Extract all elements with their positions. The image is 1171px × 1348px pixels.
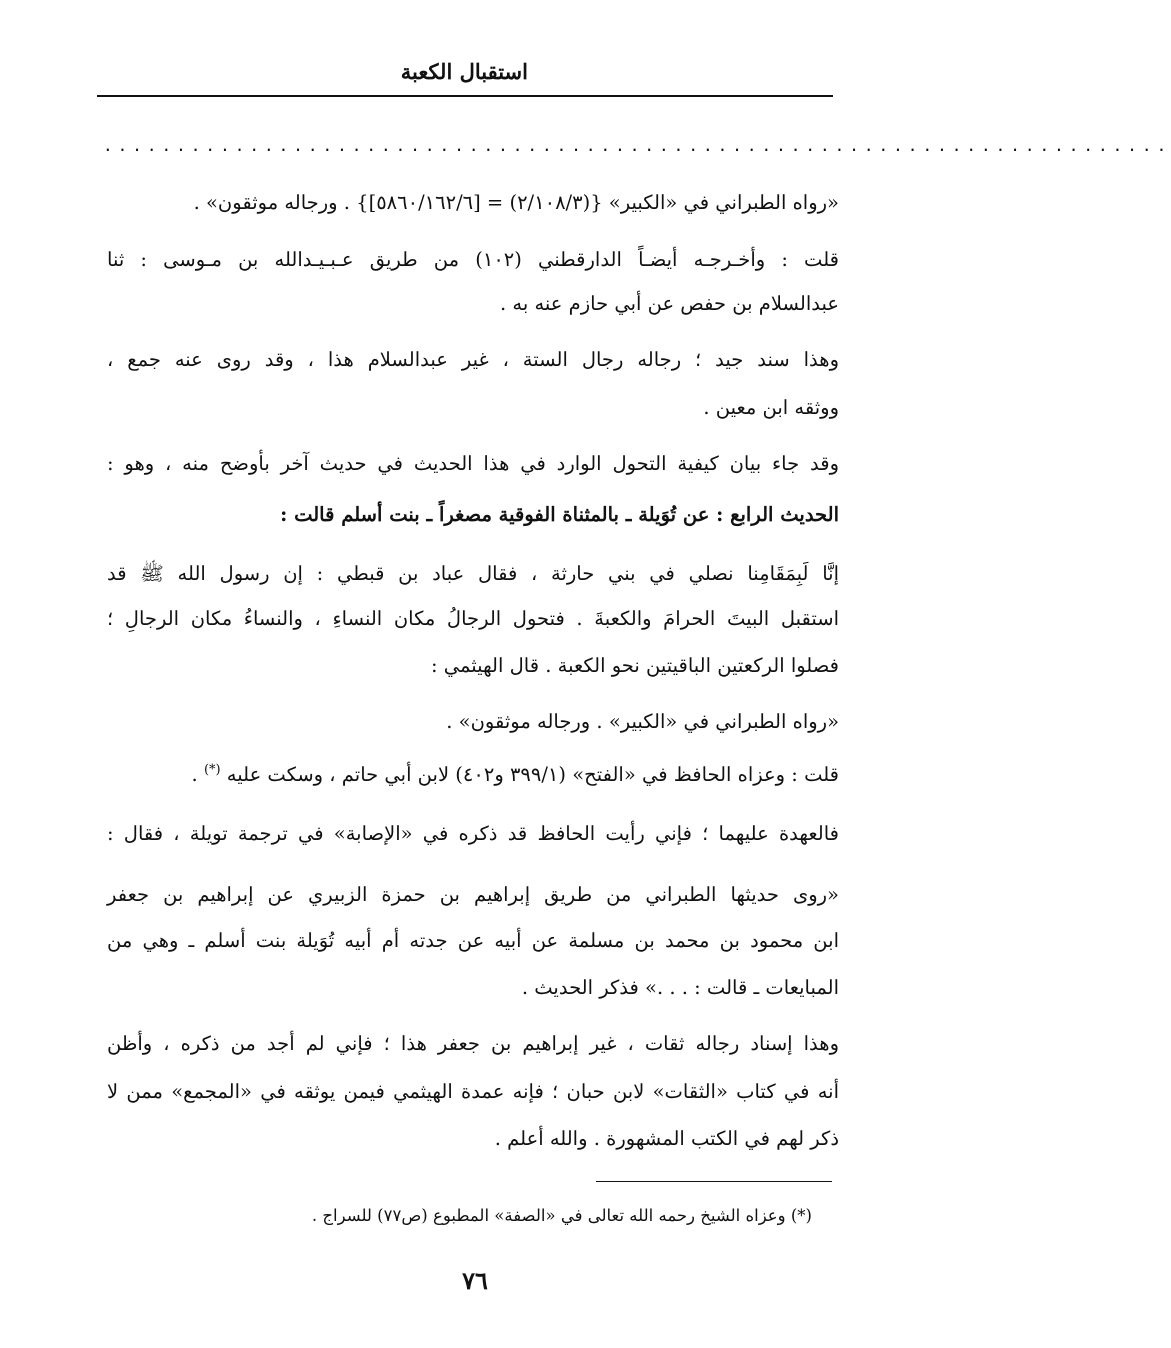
text-line-12: قلت : وعزاه الحافظ في «الفتح» (٣٩٩/١ و٤٠٢) لابن أبي حاتم ، وسكت عليه (*) . xyxy=(191,762,839,786)
hadith-heading: الحديث الرابع : عن تُوَيلة ـ بالمثناة الفوقية مصغراً ـ بنت أسلم قالت : xyxy=(280,503,839,526)
dotted-separator: ......................................................................... xyxy=(103,136,1171,155)
text-line-5: ووثقه ابن معين . xyxy=(703,396,839,419)
text-line-18: أنه في كتاب «الثقات» لابن حبان ؛ فإنه عمدة الهيثمي فيمن يوثقه في «المجمع» ممن لا xyxy=(107,1080,839,1103)
text-line-3: عبدالسلام بن حفص عن أبي حازم عنه به . xyxy=(499,292,839,315)
footnote-marker: (*) xyxy=(203,762,221,778)
text-line-19: ذكر لهم في الكتب المشهورة . والله أعلم . xyxy=(494,1127,839,1150)
text-line-14: «روى حديثها الطبراني من طريق إبراهيم بن حمزة الزبيري عن إبراهيم بن جعفر xyxy=(107,883,839,906)
page-number: ٧٦ xyxy=(462,1266,488,1295)
running-header xyxy=(97,50,833,97)
text-line-8: إنَّا لَبِمَقَامِنا نصلي في بني حارثة ، فقال عباد بن قبطي : إن رسول الله ﷺ قد xyxy=(107,562,839,585)
footnote-text: (*) وعزاه الشيخ رحمه الله تعالى في «الصفة» المطبوع (ص٧٧) للسراج . xyxy=(311,1206,812,1225)
text-line-4: وهذا سند جيد ؛ رجاله رجال الستة ، غير عبدالسلام هذا ، وقد روى عنه جمع ، xyxy=(107,348,839,371)
text-line-17: وهذا إسناد رجاله ثقات ، غير إبراهيم بن جعفر هذا ؛ فإني لم أجد من ذكره ، وأظن xyxy=(107,1032,839,1055)
text-line-10: فصلوا الركعتين الباقيتين نحو الكعبة . قال الهيثمي : xyxy=(431,654,839,677)
text-line-2: قلت : وأخـرجـه أيضـاً الدارقطني (١٠٢) من طريق عـبـيـدالله بن مـوسى : ثنا xyxy=(107,248,839,271)
text-line-13: فالعهدة عليهما ؛ فإني رأيت الحافظ قد ذكره في «الإصابة» في ترجمة تويلة ، فقال : xyxy=(107,822,839,845)
text-line-9: استقبل البيتَ الحرامَ والكعبةَ . فتحول الرجالُ مكان النساءِ ، والنساءُ مكان الرجالِ ؛ xyxy=(107,607,839,630)
text-line-16: المبايعات ـ قالت : . . .» فذكر الحديث . xyxy=(521,976,839,999)
text-line-15: ابن محمود بن محمد بن مسلمة عن أبيه عن جدته أم أبيه تُوَيلة بنت أسلم ـ وهي من xyxy=(107,929,839,952)
text-line-6: وقد جاء بيان كيفية التحول الوارد في هذا الحديث في حديث آخر بأوضح منه ، وهو : xyxy=(107,452,839,475)
header-title: استقبال الكعبة xyxy=(400,59,528,84)
footnote-divider xyxy=(596,1181,832,1182)
text-line-11: «رواه الطبراني في «الكبير» . ورجاله موثقون» . xyxy=(446,710,839,733)
text-line-1: «رواه الطبراني في «الكبير» {(٢/١٠٨/٣) = [٥٨٦٠/١٦٢/٦]} . ورجاله موثقون» . xyxy=(193,191,839,214)
